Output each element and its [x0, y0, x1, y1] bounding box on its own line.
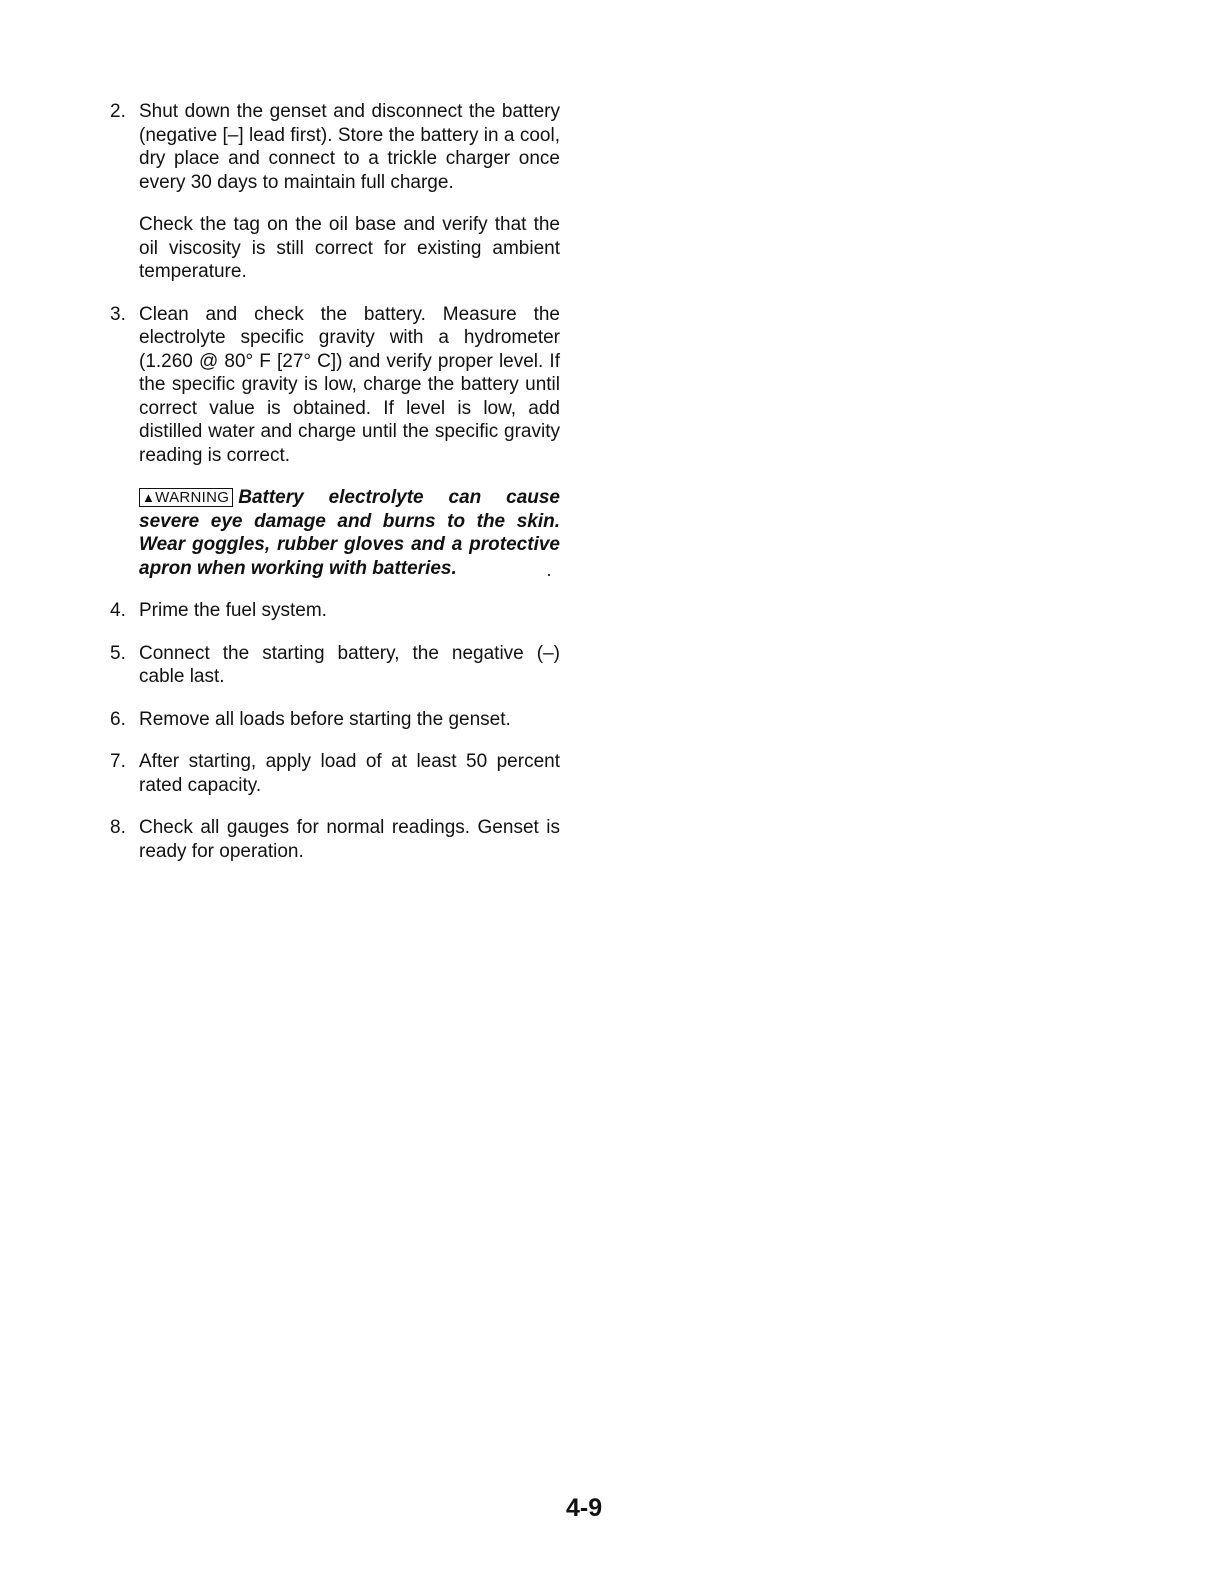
step-text: Shut down the genset and disconnect the battery (negative [–] lead first). Store the battery in a cool, dry place and connect to a trickle charger once every 30 days to maintain full charge.	[139, 101, 560, 193]
warning-text: Battery electrolyte can cause severe eye damage and burns to the skin. Wear goggles, rubber gloves and a protective apron when working with batteries.	[139, 487, 560, 579]
step-text: Remove all loads before starting the genset.	[139, 708, 511, 730]
list-item-step-3	[110, 303, 560, 468]
step-number: 2.	[110, 101, 126, 122]
step-number: 3.	[110, 303, 126, 325]
list-item-step-7	[110, 750, 560, 797]
oil-viscosity-note: Check the tag on the oil base and verify that the oil viscosity is still correct for existing ambient temperature.	[139, 214, 560, 282]
step-number: 8.	[110, 817, 126, 838]
step-number: 5.	[110, 642, 126, 664]
warning-triangle-icon: ▲	[142, 490, 156, 505]
list-item-step-6	[110, 708, 560, 732]
step-number: 7.	[110, 751, 126, 772]
step-text: Prime the fuel system.	[139, 600, 327, 621]
list-item-step-2	[110, 100, 560, 194]
step-number: 4.	[110, 600, 126, 621]
warning-label: WARNING	[155, 489, 230, 506]
step-text: Connect the starting battery, the negative (–) cable last.	[139, 642, 560, 687]
procedure-column	[110, 100, 560, 882]
step-text: After starting, apply load of at least 50 percent rated capacity.	[139, 751, 560, 796]
list-item-step-5	[110, 642, 560, 689]
list-item-step-8	[110, 816, 560, 863]
warning-badge	[139, 488, 233, 507]
page-number: 4-9	[566, 1494, 603, 1522]
step-number: 6.	[110, 708, 126, 730]
step-text: Clean and check the battery. Measure the electrolyte specific gravity with a hydrometer (1.260 @ 80° F [27° C]) and verify proper level. If the specific gravity is low, charge the battery until correct value is obtained. If level is low, add distilled water and charge until the specific gravity reading is correct.	[139, 303, 560, 466]
step-text: Check all gauges for normal readings. Genset is ready for operation.	[139, 817, 560, 862]
scan-speck	[548, 574, 550, 576]
list-item-step-4	[110, 599, 560, 623]
battery-warning	[139, 486, 560, 580]
